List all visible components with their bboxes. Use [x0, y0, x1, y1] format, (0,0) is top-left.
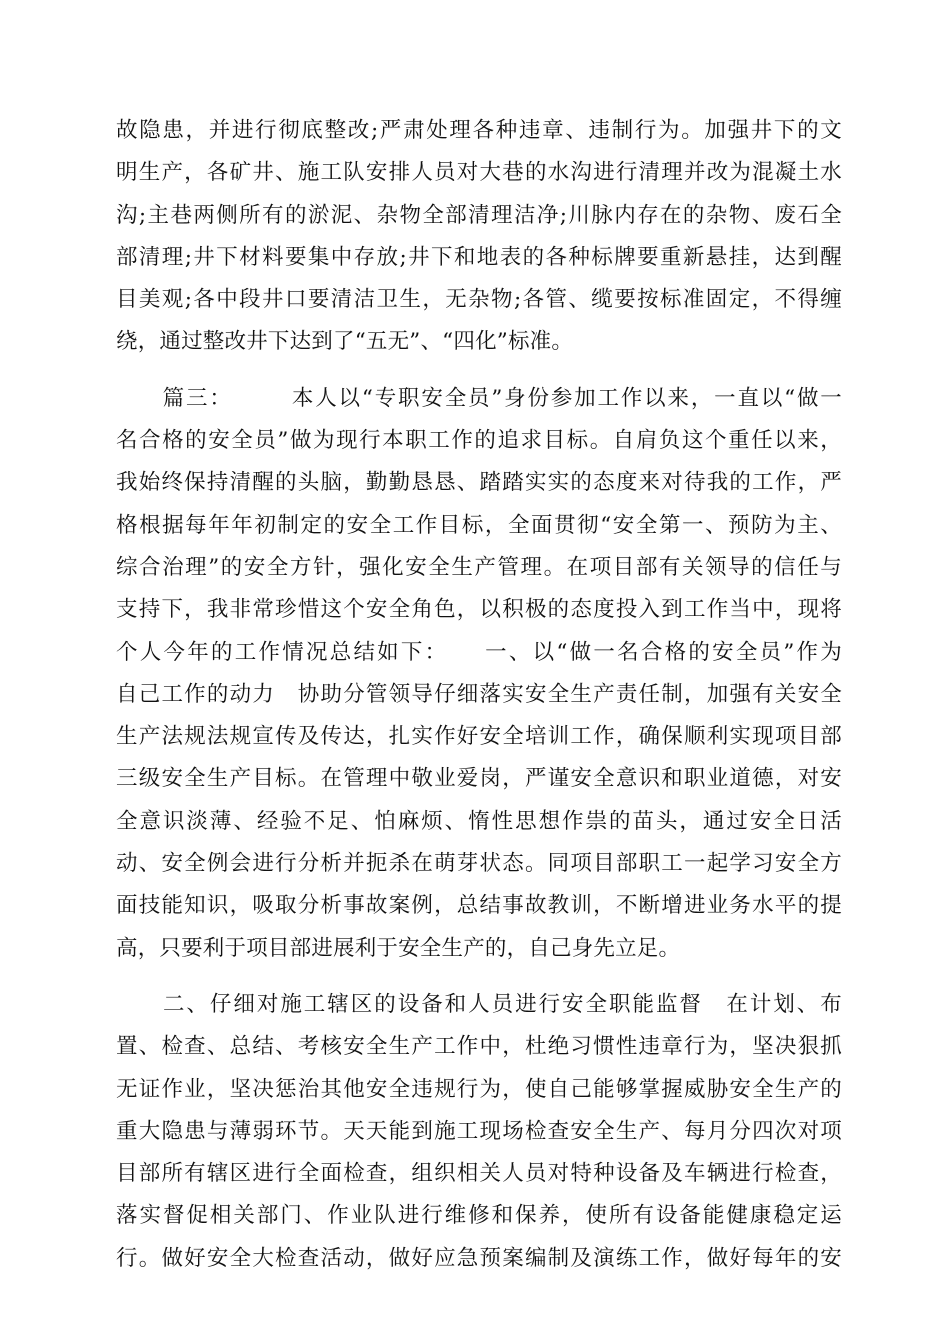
text-line: 目美观;各中段井口要清洁卫生，无杂物;各管、缆要按标准固定，不得缠: [116, 287, 842, 313]
text-line: 故隐患，并进行彻底整改;严肃处理各种违章、违制行为。加强井下的文: [116, 118, 842, 143]
text-line: 我始终保持清醒的头脑，勤勤恳恳、踏踏实实的态度来对待我的工作，严: [116, 470, 842, 496]
text-line: 面技能知识，吸取分析事故案例，总结事故教训，不断增进业务水平的提: [116, 893, 842, 919]
text-line: 自己工作的动力 协助分管领导仔细落实安全生产责任制，加强有关安全: [116, 681, 842, 707]
paragraph-1: [116, 110, 842, 364]
text-line: 高，只要利于项目部进展利于安全生产的，自己身先立足。: [116, 935, 681, 961]
paragraph-3: [116, 984, 842, 1280]
paragraph-2: [116, 378, 842, 970]
paragraph-gap: [116, 364, 842, 378]
text-line: 格根据每年年初制定的安全工作目标，全面贯彻“安全第一、预防为主、: [116, 512, 842, 538]
text-line: 置、检查、总结、考核安全生产工作中，杜绝习惯性违章行为，坚决狠抓: [116, 1034, 842, 1060]
text-line: 二、仔细对施工辖区的设备和人员进行安全职能监督 在计划、布: [116, 991, 842, 1017]
text-line: 三级安全生产目标。在管理中敬业爱岗，严谨安全意识和职业道德，对安: [116, 766, 842, 792]
text-line: 支持下，我非常珍惜这个安全角色，以积极的态度投入到工作当中，现将: [116, 597, 842, 623]
text-line: 全意识淡薄、经验不足、怕麻烦、惰性思想作祟的苗头，通过安全日活: [116, 808, 842, 834]
text-line: 明生产，各矿井、施工队安排人员对大巷的水沟进行清理并改为混凝土水: [116, 160, 842, 186]
document-body: [116, 110, 842, 1280]
text-line: 名合格的安全员”做为现行本职工作的追求目标。自肩负这个重任以来，: [116, 428, 842, 454]
text-line: 生产法规法规宣传及传达，扎实作好安全培训工作，确保顺利实现项目部: [116, 724, 842, 750]
text-line: 落实督促相关部门、作业队进行维修和保养，使所有设备能健康稳定运: [116, 1203, 842, 1229]
text-line: 综合治理”的安全方针，强化安全生产管理。在项目部有关领导的信任与: [116, 554, 842, 580]
text-line: 重大隐患与薄弱环节。天天能到施工现场检查安全生产、每月分四次对项: [116, 1118, 842, 1144]
text-line: 目部所有辖区进行全面检查，组织相关人员对特种设备及车辆进行检查，: [116, 1161, 842, 1187]
text-line: 绕，通过整改井下达到了“五无”、“四化”标准。: [116, 329, 574, 355]
paragraph-gap: [116, 970, 842, 984]
text-line: 动、安全例会进行分析并扼杀在萌芽状态。同项目部职工一起学习安全方: [116, 851, 842, 877]
text-line: 行。做好安全大检查活动，做好应急预案编制及演练工作，做好每年的安: [116, 1245, 842, 1271]
text-line: 篇三： 本人以“专职安全员”身份参加工作以来，一直以“做一: [116, 385, 842, 411]
text-line: 无证作业，坚决惩治其他安全违规行为，使自己能够掌握威胁安全生产的: [116, 1076, 842, 1102]
text-line: 个人今年的工作情况总结如下： 一、以“做一名合格的安全员”作为: [116, 639, 842, 665]
text-line: 沟;主巷两侧所有的淤泥、杂物全部清理洁净;川脉内存在的杂物、废石全: [116, 202, 842, 228]
text-line: 部清理;井下材料要集中存放;井下和地表的各种标牌要重新悬挂，达到醒: [116, 244, 842, 270]
